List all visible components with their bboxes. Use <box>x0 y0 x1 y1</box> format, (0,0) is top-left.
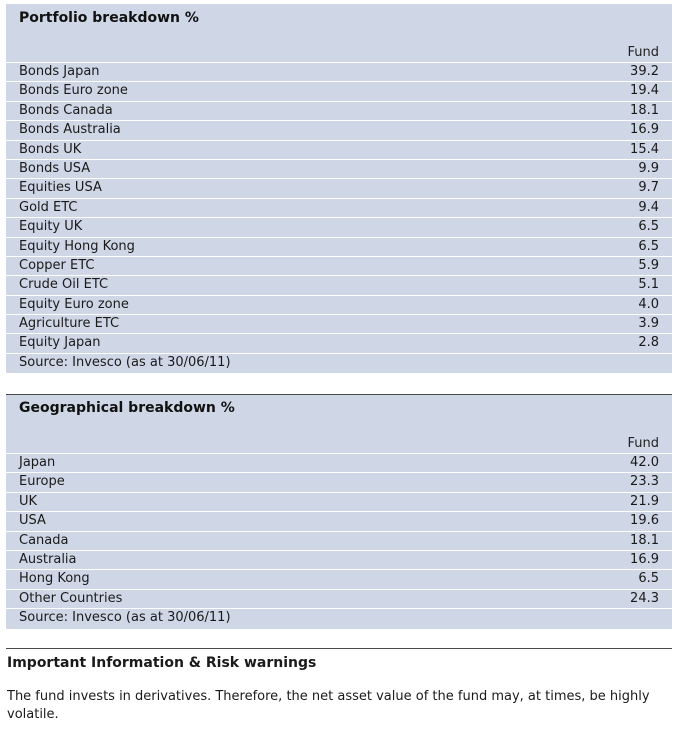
row-value: 19.6 <box>630 513 659 529</box>
table-row <box>6 101 672 120</box>
table-row <box>6 550 672 569</box>
portfolio-breakdown-panel <box>6 4 672 373</box>
row-label: Bonds Euro zone <box>19 83 128 99</box>
row-label: Equity Hong Kong <box>19 238 135 254</box>
row-label: Agriculture ETC <box>19 316 120 332</box>
row-label: Equity UK <box>19 219 83 235</box>
table-row <box>6 511 672 530</box>
portfolio-fund-column-header: Fund <box>627 45 659 60</box>
row-label: Other Countries <box>19 590 123 606</box>
table-row <box>6 314 672 333</box>
row-value: 3.9 <box>638 316 659 332</box>
table-row <box>6 333 672 352</box>
row-label: Bonds USA <box>19 160 91 176</box>
portfolio-breakdown-title: Portfolio breakdown % <box>19 10 199 26</box>
table-row <box>6 81 672 100</box>
table-row <box>6 178 672 197</box>
row-label: Bonds Japan <box>19 64 100 79</box>
row-value: 21.9 <box>630 493 659 509</box>
row-label: Australia <box>19 551 77 567</box>
source-note: Source: Invesco (as at 30/06/11) <box>6 608 672 627</box>
geographical-rows <box>6 453 672 627</box>
row-value: 23.3 <box>630 474 659 490</box>
row-value: 9.9 <box>638 160 659 176</box>
table-row <box>6 120 672 139</box>
row-value: 18.1 <box>630 532 659 548</box>
table-row <box>6 453 672 472</box>
row-value: 6.5 <box>638 219 659 235</box>
row-label: Japan <box>19 455 56 470</box>
row-label: Equity Japan <box>19 335 101 351</box>
geographical-fund-column-header: Fund <box>627 436 659 451</box>
row-value: 15.4 <box>630 141 659 157</box>
row-label: UK <box>19 493 38 509</box>
row-value: 16.9 <box>630 122 659 138</box>
row-label: Equities USA <box>19 180 102 196</box>
geographical-breakdown-title: Geographical breakdown % <box>19 400 235 416</box>
risk-warnings-text: The fund invests in derivatives. Therefore, the net asset value of the fund may, at times, be highly volatile. <box>7 689 650 722</box>
table-row <box>6 140 672 159</box>
table-row <box>6 275 672 294</box>
risk-warnings-section <box>6 648 672 722</box>
row-value: 18.1 <box>630 102 659 118</box>
row-value: 4.0 <box>638 296 659 312</box>
row-label: Bonds Canada <box>19 102 113 118</box>
table-row <box>6 159 672 178</box>
row-label: USA <box>19 513 46 529</box>
table-row <box>6 198 672 217</box>
source-note: Source: Invesco (as at 30/06/11) <box>6 353 672 372</box>
table-row <box>6 217 672 236</box>
row-label: Gold ETC <box>19 199 78 215</box>
row-label: Hong Kong <box>19 571 90 587</box>
row-value: 42.0 <box>630 455 659 470</box>
row-value: 24.3 <box>630 590 659 606</box>
table-row <box>6 589 672 608</box>
row-value: 16.9 <box>630 551 659 567</box>
risk-warnings-title: Important Information & Risk warnings <box>7 655 317 671</box>
table-row <box>6 237 672 256</box>
row-value: 5.9 <box>638 257 659 273</box>
row-label: Bonds UK <box>19 141 82 157</box>
table-row <box>6 569 672 588</box>
row-value: 9.4 <box>638 199 659 215</box>
row-label: Crude Oil ETC <box>19 277 109 293</box>
table-row <box>6 295 672 314</box>
table-row <box>6 531 672 550</box>
table-row <box>6 256 672 275</box>
row-label: Europe <box>19 474 65 490</box>
row-value: 6.5 <box>638 238 659 254</box>
table-row <box>6 472 672 491</box>
row-value: 19.4 <box>630 83 659 99</box>
row-label: Bonds Australia <box>19 122 121 138</box>
row-value: 6.5 <box>638 571 659 587</box>
row-label: Copper ETC <box>19 257 95 273</box>
row-value: 5.1 <box>638 277 659 293</box>
portfolio-rows <box>6 62 672 372</box>
row-value: 2.8 <box>638 335 659 351</box>
row-value: 9.7 <box>638 180 659 196</box>
table-row <box>6 62 672 81</box>
row-label: Canada <box>19 532 69 548</box>
row-value: 39.2 <box>630 64 659 79</box>
row-label: Equity Euro zone <box>19 296 129 312</box>
geographical-breakdown-panel <box>6 394 672 629</box>
table-row <box>6 492 672 511</box>
